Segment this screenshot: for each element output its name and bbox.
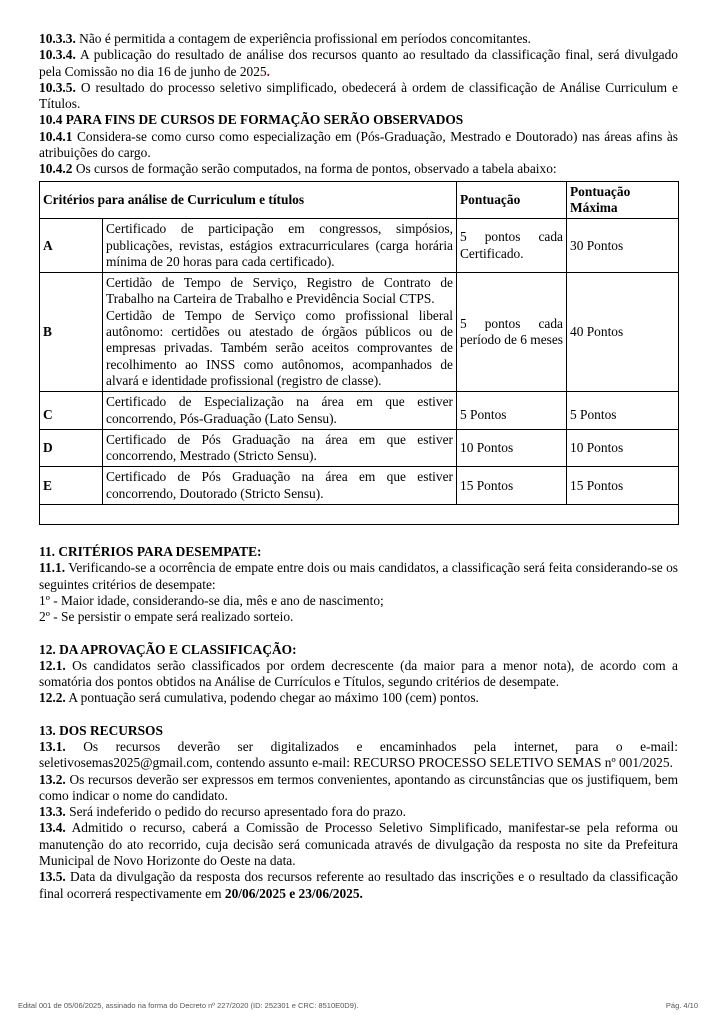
table-empty-row	[40, 505, 679, 525]
table-row	[40, 392, 679, 430]
section-heading-10-4: 10.4 PARA FINS DE CURSOS DE FORMAÇÃO SERÃO OBSERVADOS	[39, 112, 464, 128]
section-number: 12.1.	[39, 657, 66, 673]
paragraph-text: Considera-se como curso como especialização em (Pós-Graduação, Mestrado e Doutorado) nas áreas afins às atribuições do cargo.	[39, 128, 678, 161]
row-letter: D	[40, 429, 103, 467]
section-number: 13.1.	[39, 738, 66, 754]
row-description-part-2: Certidão de Tempo de Serviço como profissional liberal autônomo: certidões ou atestado de órgãos públicos ou de empresas privadas. Também serão aceitos comprovantes de recolhimento ao INSS como autônomos, acompanhados de alvará e identidade profissional (registro de classe).	[106, 307, 453, 388]
paragraph-10-3-3	[39, 31, 678, 47]
paragraph-12-2	[39, 690, 678, 706]
empty-cell	[40, 505, 679, 525]
header-criteria: Critérios para análise de Curriculum e títulos	[40, 181, 457, 219]
paragraph-text: Verificando-se a ocorrência de empate entre dois ou mais candidatos, a classificação será feita considerando-se os seguintes critérios de desempate:	[39, 560, 678, 592]
row-letter: C	[40, 392, 103, 430]
section-number: 10.4.2	[39, 161, 73, 177]
section-number: 12.2.	[39, 690, 66, 706]
scoring-table	[39, 181, 679, 525]
row-description	[103, 273, 457, 392]
tiebreak-item-2: 2º - Se persistir o empate será realizado sorteio.	[39, 609, 294, 625]
paragraph-text: Admitido o recurso, caberá a Comissão de Processo Seletivo Simplificado, manifestar-se pela reforma ou manutenção do ato recorrido, cuja decisão será comunicada através de divulgação da resposta no site da Prefeitura Municipal de Novo Horizonte do Oeste na data.	[39, 820, 678, 869]
row-max-points: 10 Pontos	[567, 429, 679, 467]
paragraph-13-5	[39, 869, 678, 902]
row-letter: B	[40, 273, 103, 392]
page-footer	[18, 1001, 698, 1010]
paragraph-dates: 20/06/2025 e 23/06/2025.	[224, 885, 363, 901]
row-points: 15 Pontos	[457, 467, 567, 505]
section-number: 10.3.5.	[39, 79, 76, 95]
paragraph-text: A publicação do resultado de análise dos recursos quanto ao resultado da classificação final, será divulgado pela Comissão no dia 16 de junho de 2025	[39, 47, 678, 79]
red-period: .	[266, 63, 270, 79]
paragraph-text: Os recursos deverão ser expressos em termos convenientes, apontando as circunstâncias que os justifiquem, bem como indicar o nome do candidato.	[39, 771, 678, 803]
section-heading-12: 12. DA APROVAÇÃO E CLASSIFICAÇÃO:	[39, 641, 297, 657]
row-max-points: 40 Pontos	[567, 273, 679, 392]
paragraph-13-4	[39, 820, 678, 869]
paragraph-13-3	[39, 804, 678, 820]
paragraph-10-4-1	[39, 129, 678, 162]
row-points: 5 pontos cada Certificado.	[457, 219, 567, 273]
tiebreak-item-1: 1º - Maior idade, considerando-se dia, mês e ano de nascimento;	[39, 592, 384, 608]
header-max-points: Pontuação Máxima	[567, 181, 679, 219]
table-row	[40, 429, 679, 467]
paragraph-text: Data da divulgação da resposta dos recursos referente ao resultado das inscrições e o resultado da classificação final ocorrerá respectivamente em	[39, 869, 678, 901]
footer-page-number: Pág. 4/10	[665, 1001, 698, 1010]
row-points: 5 pontos cada período de 6 meses	[457, 273, 567, 392]
paragraph-13-2	[39, 772, 678, 805]
paragraph-10-3-5	[39, 80, 678, 113]
row-description: Certificado de Especialização na área em que estiver concorrendo, Pós-Graduação (Lato Sensu).	[103, 392, 457, 430]
paragraph-text: Os cursos de formação serão computados, na forma de pontos, observado a tabela abaixo:	[72, 161, 557, 177]
row-max-points: 5 Pontos	[567, 392, 679, 430]
row-description: Certificado de participação em congressos, simpósios, publicações, revistas, estágios extracurriculares (carga horária mínima de 20 horas para cada certificado).	[103, 219, 457, 273]
paragraph-text: Será indeferido o pedido do recurso apresentado fora do prazo.	[65, 804, 406, 820]
paragraph-text: A pontuação será cumulativa, podendo chegar ao máximo 100 (cem) pontos.	[65, 690, 479, 706]
section-number: 10.4.1	[39, 128, 73, 144]
row-letter: A	[40, 219, 103, 273]
row-points: 5 Pontos	[457, 392, 567, 430]
row-letter: E	[40, 467, 103, 505]
paragraph-13-1	[39, 739, 678, 772]
table-header-row	[40, 181, 679, 219]
paragraph-10-4-2	[39, 161, 678, 177]
row-description-part-1: Certidão de Tempo de Serviço, Registro de Contrato de Trabalho na Carteira de Trabalho e Previdência Social CTPS.	[106, 275, 453, 307]
row-description: Certificado de Pós Graduação na área em que estiver concorrendo, Doutorado (Stricto Sensu).	[103, 467, 457, 505]
row-points: 10 Pontos	[457, 429, 567, 467]
table-row	[40, 273, 679, 392]
row-max-points: 30 Pontos	[567, 219, 679, 273]
paragraph-text: O resultado do processo seletivo simplificado, obedecerá à ordem de classificação de Análise Curriculum e Títulos.	[39, 79, 678, 112]
paragraph-10-3-4	[39, 47, 678, 80]
header-points: Pontuação	[457, 181, 567, 219]
section-number: 13.2.	[39, 771, 66, 787]
paragraph-11-1	[39, 560, 678, 593]
section-number: 10.3.4.	[39, 47, 76, 63]
document-page	[39, 31, 678, 902]
section-heading-13: 13. DOS RECURSOS	[39, 722, 163, 738]
row-description: Certificado de Pós Graduação na área em que estiver concorrendo, Mestrado (Stricto Sensu).	[103, 429, 457, 467]
section-number: 13.5.	[39, 869, 66, 885]
paragraph-text: Os recursos deverão ser digitalizados e encaminhados pela internet, para o e-mail: seletivosemas2025@gmail.com, contendo assunto e-mail: RECURSO PROCESSO SELETIVO SEMAS nº 001/2025.	[39, 738, 678, 771]
section-number: 13.3.	[39, 804, 66, 820]
section-number: 13.4.	[39, 820, 66, 836]
section-heading-11: 11. CRITÉRIOS PARA DESEMPATE:	[39, 544, 262, 560]
paragraph-text: Não é permitida a contagem de experiência profissional em períodos concomitantes.	[75, 31, 531, 46]
table-row	[40, 467, 679, 505]
paragraph-12-1	[39, 658, 678, 691]
section-number: 11.1.	[39, 560, 66, 576]
paragraph-text: Os candidatos serão classificados por ordem decrescente (da maior para a menor nota), de acordo com a somatória dos pontos obtidos na Análise de Currículos e Títulos, segundo critérios de desempate.	[39, 657, 678, 690]
table-row	[40, 219, 679, 273]
footer-signature-note: Edital 001 de 05/06/2025, assinado na forma do Decreto nº 227/2020 (ID: 252301 e CRC: 8510E0D9).	[18, 1001, 359, 1010]
row-max-points: 15 Pontos	[567, 467, 679, 505]
section-number: 10.3.3.	[39, 31, 76, 46]
